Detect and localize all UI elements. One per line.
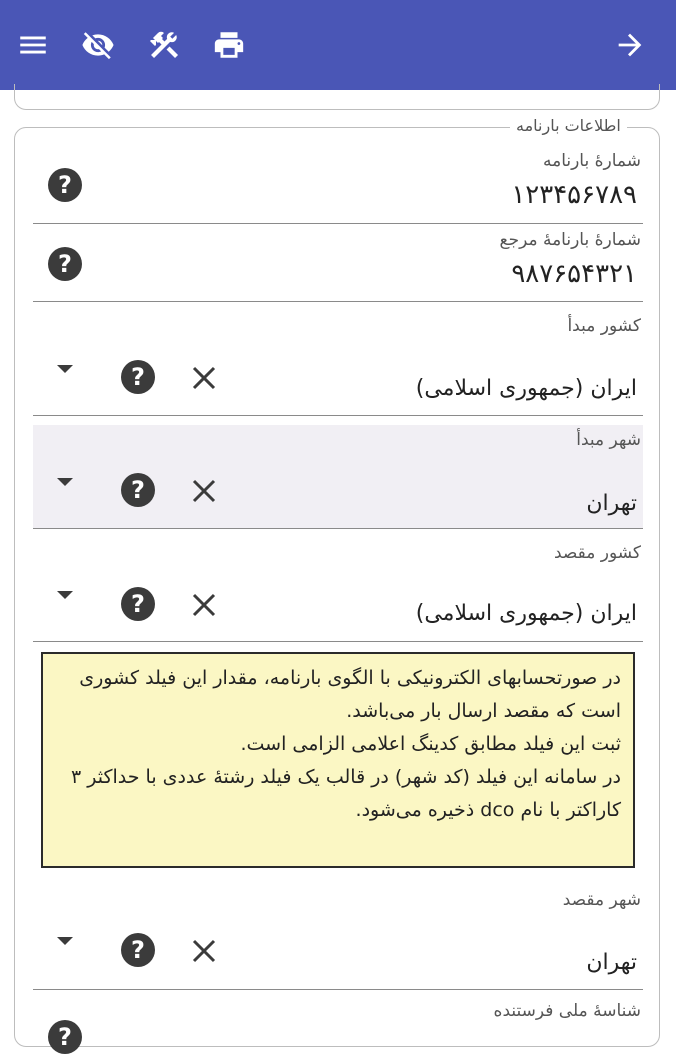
- origin-city-label: شهر مبدأ: [576, 430, 641, 450]
- ref-waybill-number-label: شمارهٔ بارنامهٔ مرجع: [499, 230, 641, 250]
- dropdown-arrow-icon[interactable]: [55, 932, 75, 944]
- destination-country-select[interactable]: [33, 529, 643, 642]
- waybill-number-value: ۱۲۳۴۵۶۷۸۹: [511, 180, 637, 210]
- field-hint-tooltip: [41, 652, 635, 868]
- ref-waybill-number-field[interactable]: [33, 224, 643, 302]
- origin-country-value: ایران (جمهوری اسلامی): [415, 376, 637, 401]
- destination-city-label: شهر مقصد: [562, 890, 641, 910]
- ref-waybill-number-value: ۹۸۷۶۵۴۳۲۱: [511, 259, 637, 289]
- section-title: اطلاعات بارنامه: [510, 116, 627, 135]
- tools-icon[interactable]: [146, 25, 182, 65]
- hint-text: در صورتحسابهای الکترونیکی با الگوی بارنامه، مقدار این فیلد کشوری است که مقصد ارسال بار می‌باشد. ثبت این فیلد مطابق کدینگ اعلامی الزامی است. در سامانه این فیلد (کد شهر) در قالب یک فیلد رشتهٔ عددی با حداکثر ۳ کاراکتر با نام dco ذخیره می‌شود.: [71, 667, 621, 821]
- destination-country-value: ایران (جمهوری اسلامی): [415, 601, 637, 626]
- dropdown-arrow-icon[interactable]: [55, 473, 75, 485]
- destination-city-value: تهران: [586, 950, 637, 975]
- help-icon[interactable]: ?: [121, 360, 155, 394]
- help-icon[interactable]: ?: [121, 587, 155, 621]
- origin-country-label: کشور مبدأ: [567, 316, 641, 336]
- help-icon[interactable]: ?: [121, 933, 155, 967]
- help-icon[interactable]: ?: [121, 473, 155, 507]
- visibility-off-icon[interactable]: [80, 25, 116, 65]
- dropdown-arrow-icon[interactable]: [55, 586, 75, 598]
- destination-country-label: کشور مقصد: [553, 543, 641, 563]
- app-bar: [0, 0, 676, 90]
- help-icon[interactable]: ?: [48, 1020, 82, 1054]
- help-icon[interactable]: ?: [48, 247, 82, 281]
- clear-icon[interactable]: [189, 363, 219, 393]
- menu-icon[interactable]: [15, 25, 51, 65]
- origin-city-select[interactable]: [33, 425, 643, 529]
- dropdown-arrow-icon[interactable]: [55, 360, 75, 372]
- origin-country-select[interactable]: [33, 302, 643, 416]
- sender-national-id-field[interactable]: [33, 990, 643, 1051]
- origin-city-value: تهران: [586, 491, 637, 516]
- arrow-forward-icon[interactable]: [612, 25, 648, 65]
- clear-icon[interactable]: [189, 590, 219, 620]
- help-icon[interactable]: ?: [48, 168, 82, 202]
- destination-city-select[interactable]: [33, 876, 643, 990]
- print-icon[interactable]: [211, 25, 247, 65]
- clear-icon[interactable]: [189, 936, 219, 966]
- sender-national-id-label: شناسهٔ ملی فرستنده: [493, 1001, 641, 1021]
- waybill-number-label: شمارهٔ بارنامه: [542, 151, 641, 171]
- clear-icon[interactable]: [189, 476, 219, 506]
- waybill-number-field[interactable]: [33, 146, 643, 224]
- previous-section-card: [14, 84, 660, 110]
